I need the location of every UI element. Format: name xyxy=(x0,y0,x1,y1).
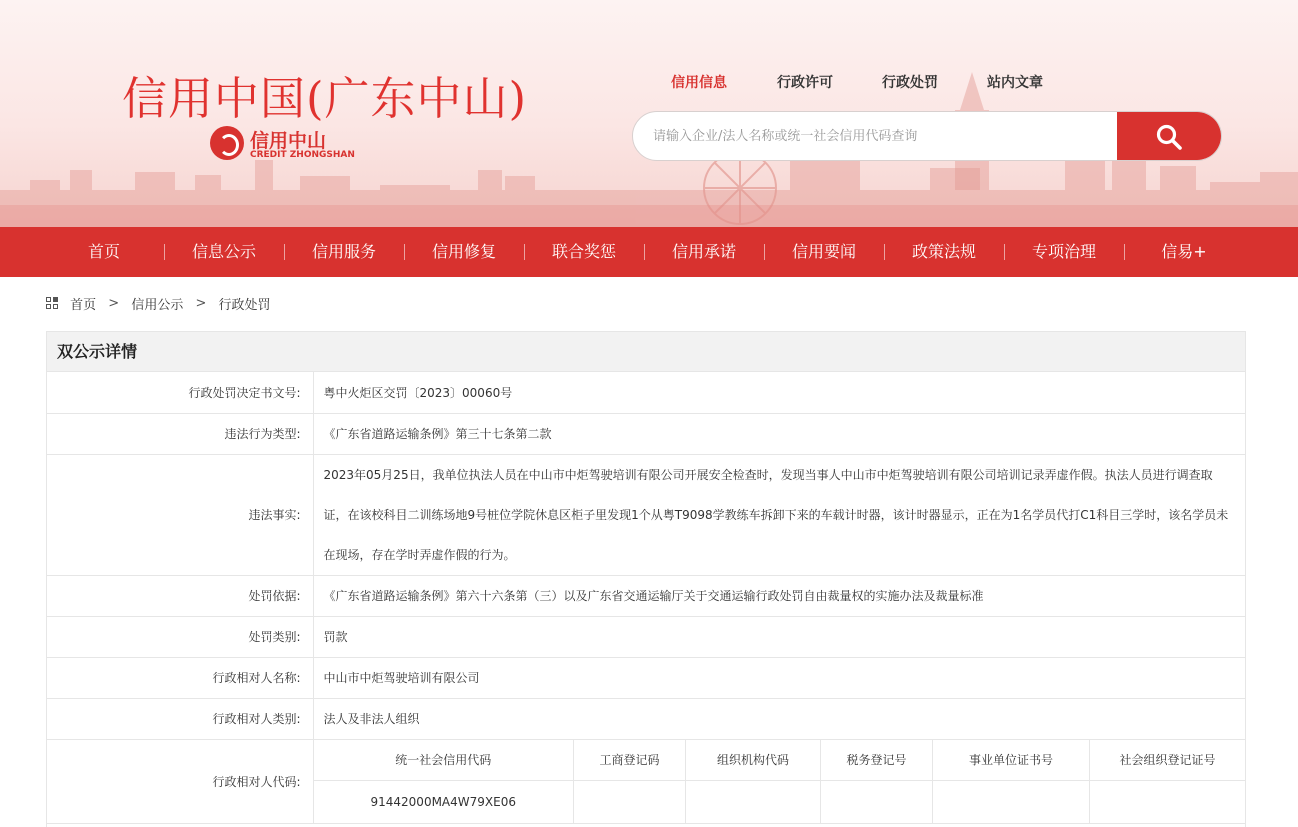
table-row xyxy=(47,616,1245,657)
tab-admin-license[interactable]: 行政许可 xyxy=(777,75,833,91)
institution-cert-value xyxy=(933,781,1090,823)
search-box xyxy=(632,111,1222,161)
table-row xyxy=(47,657,1245,698)
nav-home[interactable]: 首页 xyxy=(87,242,120,261)
nav-joint-reward[interactable]: 联合奖惩 xyxy=(551,242,616,261)
tab-site-articles[interactable]: 站内文章 xyxy=(987,75,1043,91)
search-button[interactable] xyxy=(1117,112,1222,160)
row-label: 违法事实: xyxy=(47,454,313,575)
search-input[interactable] xyxy=(633,112,1117,160)
site-header xyxy=(0,0,1298,227)
search-icon xyxy=(1155,123,1183,151)
row-label: 行政相对人类别: xyxy=(47,698,313,739)
nav-special-govern[interactable]: 专项治理 xyxy=(1031,242,1096,261)
nav-credit-service[interactable]: 信用服务 xyxy=(311,242,376,261)
penalty-category-value: 罚款 xyxy=(313,616,1245,657)
column-header: 工商登记码 xyxy=(574,740,686,781)
row-label: 行政相对人名称: xyxy=(47,657,313,698)
column-header: 组织机构代码 xyxy=(686,740,821,781)
table-row xyxy=(47,698,1245,739)
breadcrumb xyxy=(46,294,271,314)
tax-reg-value xyxy=(821,781,933,823)
penalty-basis-value: 《广东省道路运输条例》第六十六条第（三）以及广东省交通运输厅关于交通运输行政处罚自由裁量权的实施办法及裁量标准 xyxy=(313,575,1245,616)
breadcrumb-separator: > xyxy=(195,296,207,311)
logo-text-en: CREDIT ZHONGSHAN xyxy=(250,150,355,160)
org-code-value xyxy=(686,781,821,823)
grid-icon xyxy=(46,297,60,311)
table-row xyxy=(47,575,1245,616)
breadcrumb-home[interactable]: 首页 xyxy=(70,298,97,313)
decision-number-value: 粤中火炬区交罚〔2023〕00060号 xyxy=(313,372,1245,413)
logo-text-cn: 信用中山 xyxy=(250,130,327,152)
panel-title: 双公示详情 xyxy=(47,332,1245,372)
party-name-value: 中山市中炬驾驶培训有限公司 xyxy=(313,657,1245,698)
row-label: 处罚依据: xyxy=(47,575,313,616)
table-row xyxy=(47,413,1245,454)
nav-policy[interactable]: 政策法规 xyxy=(911,242,976,261)
tab-credit-info[interactable]: 信用信息 xyxy=(671,75,727,91)
breadcrumb-admin-penalty[interactable]: 行政处罚 xyxy=(218,298,271,313)
credit-code-value: 91442000MA4W79XE06 xyxy=(314,781,574,823)
party-codes-cell xyxy=(313,739,1245,823)
violation-facts-value: 2023年05月25日，我单位执法人员在中山市中炬驾驶培训有限公司开展安全检查时，发现当事人中山市中炬驾驶培训有限公司培训记录弄虚作假。执法人员进行调查取证，在该校科目二训练场地9号桩位学院休息区柜子里发现1个从粤T9098学教练车拆卸下来的车载计时器，该计时器显示，正在为1名学员代打C1科目三学时，该名学员未在现场，存在学时弄虚作假的行为。 xyxy=(313,454,1245,575)
codes-header-row xyxy=(314,740,1246,781)
detail-table xyxy=(47,372,1245,824)
logo-mark-icon xyxy=(210,126,244,160)
table-row xyxy=(47,454,1245,575)
party-type-value: 法人及非法人组织 xyxy=(313,698,1245,739)
table-row xyxy=(47,739,1245,823)
row-label: 违法行为类型: xyxy=(47,413,313,454)
business-reg-value xyxy=(574,781,686,823)
codes-value-row xyxy=(314,781,1246,823)
row-label: 行政相对人代码: xyxy=(47,739,313,823)
site-title: 信用中国(广东中山) xyxy=(122,72,528,125)
nav-info-disclosure[interactable]: 信息公示 xyxy=(191,242,256,261)
column-header: 社会组织登记证号 xyxy=(1090,740,1246,781)
column-header: 统一社会信用代码 xyxy=(314,740,574,781)
table-row xyxy=(47,372,1245,413)
breadcrumb-credit-disclosure[interactable]: 信用公示 xyxy=(131,298,184,313)
detail-panel xyxy=(46,331,1246,827)
breadcrumb-separator: > xyxy=(108,296,120,311)
social-org-cert-value xyxy=(1090,781,1246,823)
nav-credit-easy[interactable]: 信易+ xyxy=(1161,242,1207,261)
main-nav xyxy=(0,227,1298,277)
column-header: 事业单位证书号 xyxy=(933,740,1090,781)
row-label: 行政处罚决定书文号: xyxy=(47,372,313,413)
row-label: 处罚类别: xyxy=(47,616,313,657)
nav-credit-promise[interactable]: 信用承诺 xyxy=(671,242,736,261)
violation-type-value: 《广东省道路运输条例》第三十七条第二款 xyxy=(313,413,1245,454)
party-codes-table xyxy=(314,740,1246,823)
column-header: 税务登记号 xyxy=(821,740,933,781)
nav-credit-news[interactable]: 信用要闻 xyxy=(791,242,856,261)
tab-admin-penalty[interactable]: 行政处罚 xyxy=(882,75,938,91)
nav-credit-repair[interactable]: 信用修复 xyxy=(431,242,496,261)
